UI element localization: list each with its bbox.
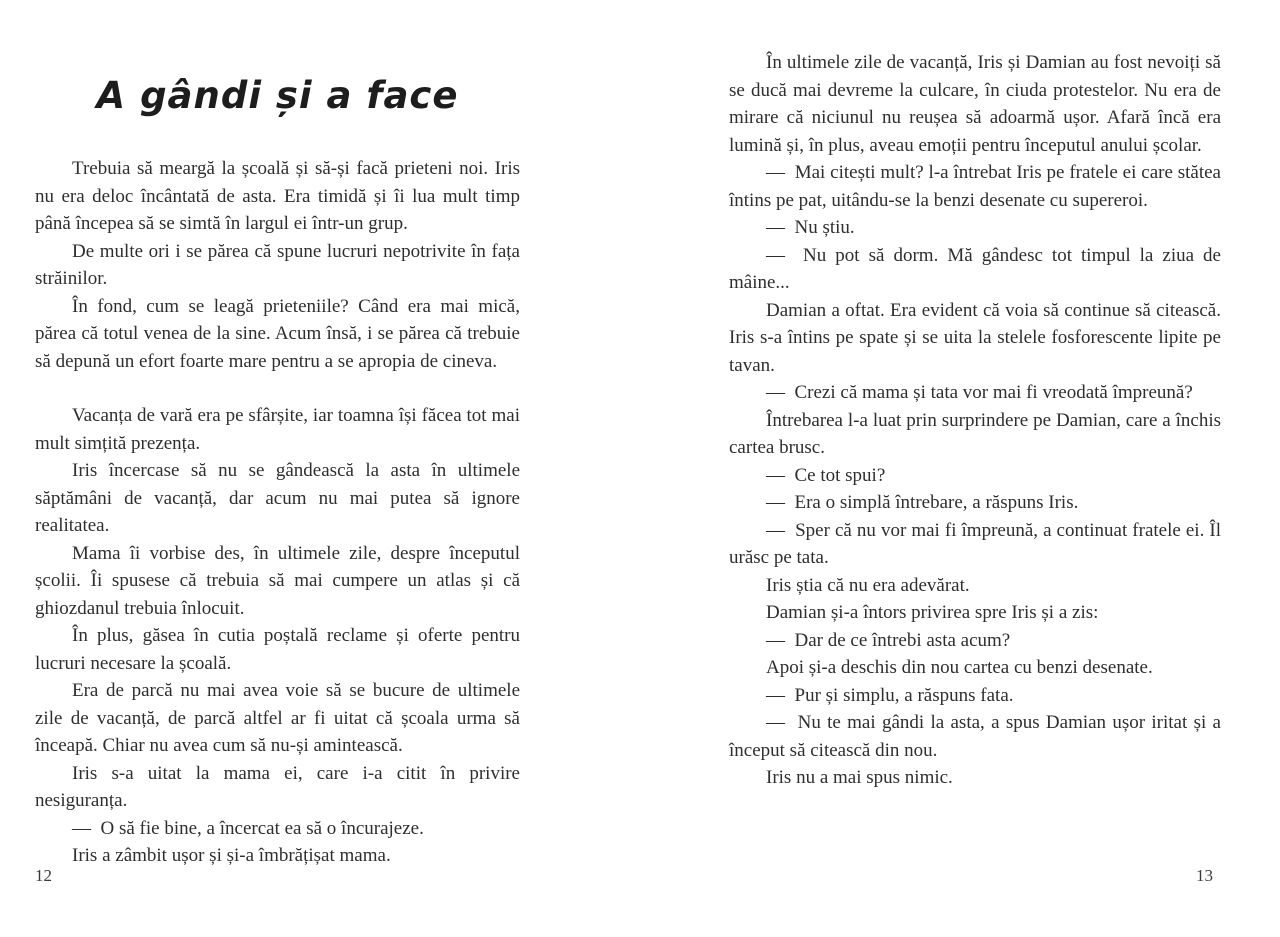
chapter-title: A gândi și a face bbox=[96, 74, 459, 117]
paragraph: Iris a zâmbit ușor și și-a îmbrățișat mama. bbox=[72, 845, 391, 866]
paragraph: Apoi și-a deschis din nou cartea cu benzi desenate. bbox=[766, 657, 1153, 678]
paragraph-dialogue: — Sper că nu vor mai fi împreună, a continuat fratele ei. Îl urăsc pe tata. bbox=[729, 519, 1221, 568]
paragraph: Iris știa că nu era adevărat. bbox=[766, 574, 970, 596]
paragraph: În fond, cum se leagă prieteniile? Când era mai mică, părea că totul venea de la sine. Acum însă, i se părea că trebuie să depună un efort foarte mare pentru a se apropia de cineva. bbox=[35, 295, 520, 372]
paragraph-section-start: Vacanța de vară era pe sfârșite, iar toamna își făcea tot mai mult simțită prezența. bbox=[35, 405, 520, 454]
paragraph: Trebuia să meargă la școală și să-și facă prieteni noi. Iris nu era deloc încântată de asta. Era timidă și îi lua mult timp până începea să se simtă în largul ei într-un grup. bbox=[35, 158, 520, 234]
paragraph: Întrebarea l-a luat prin surprindere pe Damian, care a închis cartea brusc. bbox=[729, 409, 1221, 458]
paragraph-dialogue: — Era o simplă întrebare, a răspuns Iris. bbox=[766, 492, 1079, 513]
paragraph-dialogue: — Pur și simplu, a răspuns fata. bbox=[766, 684, 1014, 706]
paragraph-dialogue: — Mai citești mult? l-a întrebat Iris pe fratele ei care stătea întins pe pat, uitându-se la benzi desenate cu supereroi. bbox=[729, 162, 1221, 211]
paragraph: Damian a oftat. Era evident că voia să continue să citească. Iris s-a întins pe spate și se uita la stelele fosforescente lipite pe tavan. bbox=[729, 299, 1221, 376]
paragraph: Iris încercase să nu se gândească la asta în ultimele săptămâni de vacanță, dar acum nu mai putea să ignore realitatea. bbox=[35, 460, 520, 536]
page-number-right: 13 bbox=[1196, 866, 1213, 885]
page-number-left: 12 bbox=[35, 866, 52, 885]
page-right-body bbox=[729, 49, 1221, 792]
paragraph: De multe ori i se părea că spune lucruri nepotrivite în fața străinilor. bbox=[35, 240, 520, 289]
paragraph-dialogue: — Nu pot să dorm. Mă gândesc tot timpul la ziua de mâine... bbox=[729, 244, 1221, 293]
paragraph: Mama îi vorbise des, în ultimele zile, despre începutul școlii. Îi spusese că trebuia să mai cumpere un atlas și că ghiozdanul trebuia înlocuit. bbox=[35, 542, 520, 619]
paragraph-dialogue: — Dar de ce întrebi asta acum? bbox=[766, 629, 1011, 651]
paragraph-dialogue: — Nu te mai gândi la asta, a spus Damian ușor iritat și a început să citească din nou. bbox=[729, 712, 1221, 761]
paragraph: Era de parcă nu mai avea voie să se bucure de ultimele zile de vacanță, de parcă altfel ar fi uitat că școala urma să înceapă. Chiar nu avea cum să nu-și amintească. bbox=[35, 680, 520, 756]
paragraph: Iris s-a uitat la mama ei, care i-a citit în privire nesiguranța. bbox=[35, 762, 520, 811]
paragraph-dialogue: — Nu știu. bbox=[766, 217, 855, 238]
paragraph: În plus, găsea în cutia poștală reclame și oferte pentru lucruri necesare la școală. bbox=[35, 625, 520, 674]
paragraph-dialogue: — Crezi că mama și tata vor mai fi vreodată împreună? bbox=[766, 382, 1193, 403]
paragraph: Iris nu a mai spus nimic. bbox=[766, 767, 953, 788]
page-left bbox=[35, 0, 520, 937]
paragraph: Damian și-a întors privirea spre Iris și a zis: bbox=[766, 602, 1099, 623]
paragraph: În ultimele zile de vacanță, Iris și Damian au fost nevoiți să se ducă mai devreme la culcare, în ciuda protestelor. Nu era de mirare că niciunul nu reușea să adoarmă ușor. Afară încă era lumină și, în plus, aveau emoții pentru începutul anului școlar. bbox=[729, 52, 1221, 156]
page-left-body bbox=[35, 155, 520, 870]
paragraph-dialogue: — O să fie bine, a încercat ea să o încurajeze. bbox=[72, 817, 424, 839]
paragraph-dialogue: — Ce tot spui? bbox=[766, 464, 886, 486]
page-right bbox=[729, 0, 1221, 937]
